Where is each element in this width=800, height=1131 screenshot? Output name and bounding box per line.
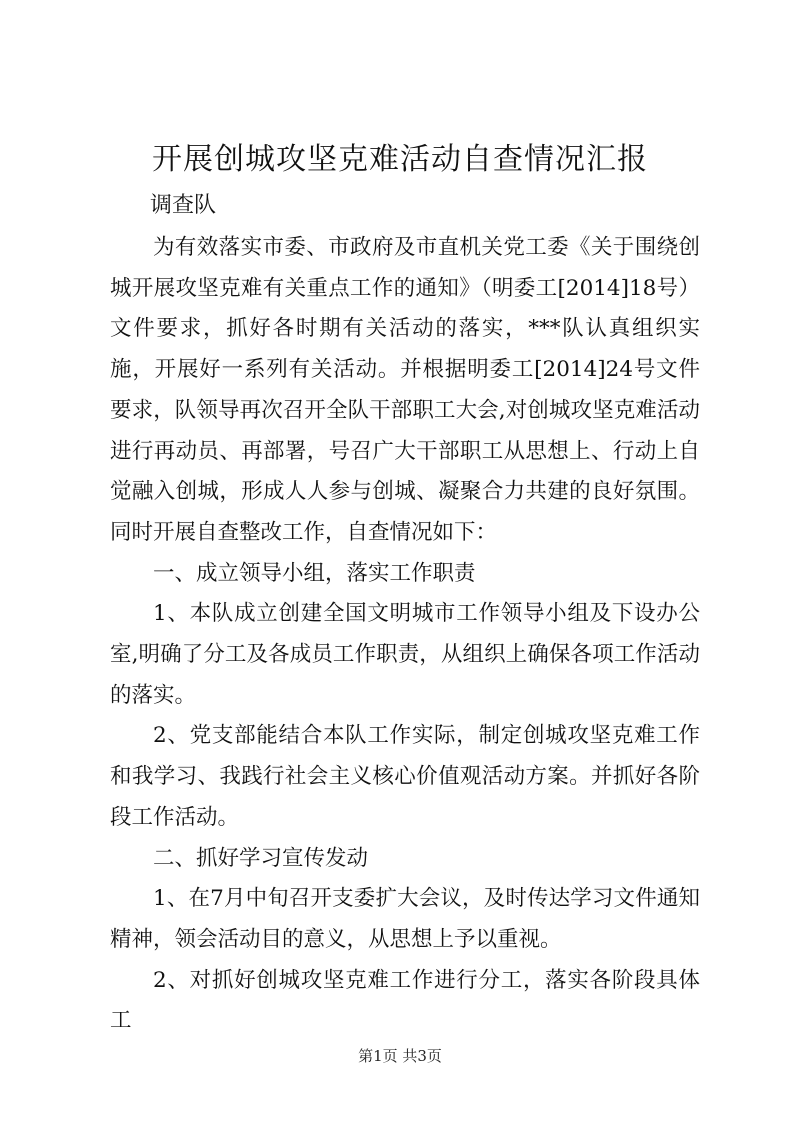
section-heading-2: 二、抓好学习宣传发动 <box>153 845 369 871</box>
paragraph-intro: 为有效落实市委、市政府及市直机关党工委《关于围绕创城开展攻坚克难有关重点工作的通知》（明委工[2014]18号）文件要求，抓好各时期有关活动的落实，***队认真组织实施，开展好一系列有关活动。并根据明委工[2014]24号文件要求，队领导再次召开全队干部职工大会,对创城攻坚克难活动进行再动员、再部署，号召广大干部职工从思想上、行动上自觉融入创城，形成人人参与创城、凝聚合力共建的良好氛围。同时开展自查整改工作，自查情况如下： <box>110 235 700 545</box>
page-number-footer: 第1页 共3页 <box>358 1047 442 1065</box>
paragraph-1-2: 2、党支部能结合本队工作实际，制定创城攻坚克难工作和我学习、我践行社会主义核心价值观活动方案。并抓好各阶段工作活动。 <box>110 723 700 830</box>
section-heading-1: 一、成立领导小组，落实工作职责 <box>153 560 476 586</box>
document-title: 开展创城攻坚克难活动自查情况汇报 <box>152 142 648 177</box>
paragraph-2-1: 1、在7月中旬召开支委扩大会议，及时传达学习文件通知精神，领会活动目的意义，从思想上予以重视。 <box>110 886 700 952</box>
paragraph-2-2: 2、对抓好创城攻坚克难工作进行分工，落实各阶段具体工 <box>110 967 700 1034</box>
paragraph-1-1: 1、本队成立创建全国文明城市工作领导小组及下设办公室,明确了分工及各成员工作职责，从组织上确保各项工作活动的落实。 <box>110 601 700 708</box>
author-line: 调查队 <box>150 193 217 218</box>
body-text <box>110 228 700 1042</box>
